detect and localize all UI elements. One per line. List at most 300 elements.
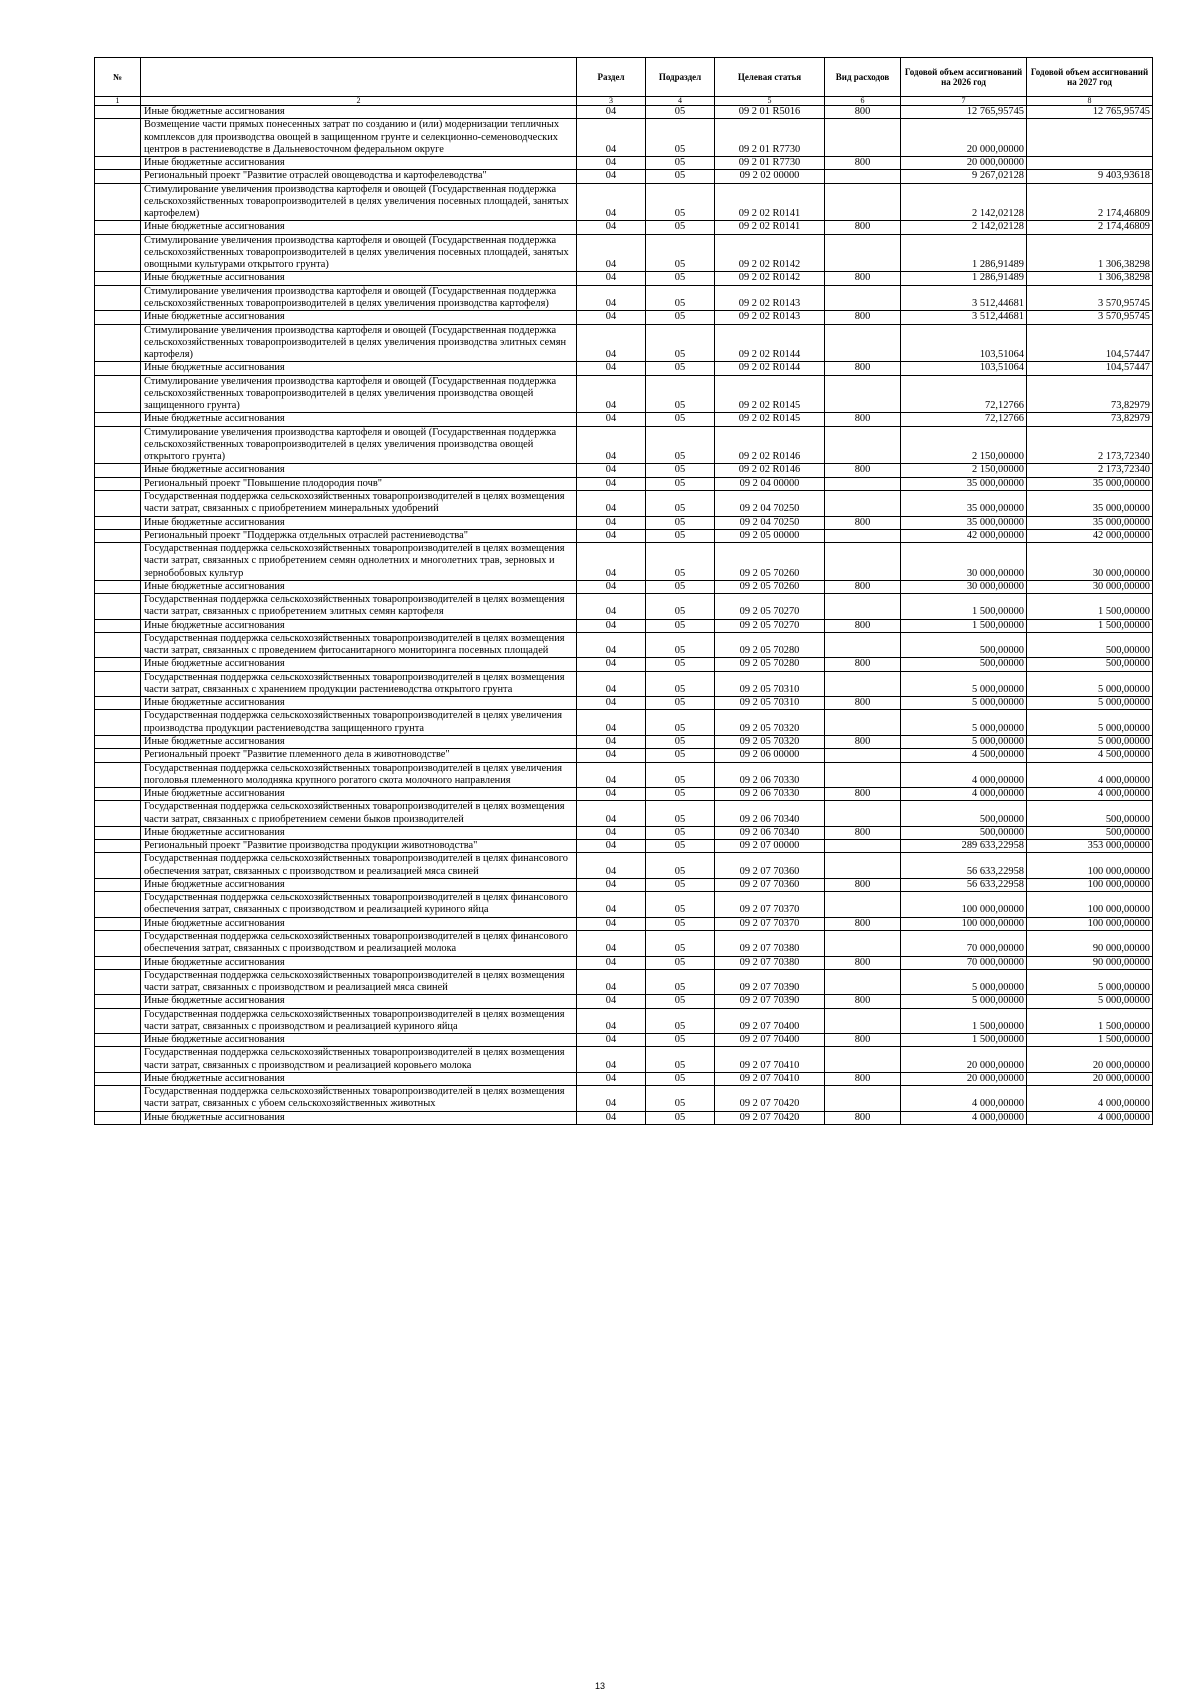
cell-number [95, 106, 141, 119]
cell-razdel: 04 [577, 892, 646, 918]
cell-podrazdel: 05 [646, 324, 715, 362]
cell-target-article: 09 2 05 70260 [715, 543, 825, 581]
cell-number [95, 788, 141, 801]
cell-number [95, 272, 141, 285]
cell-amount-2027: 35 000,00000 [1027, 490, 1153, 516]
cell-target-article: 09 2 07 70360 [715, 853, 825, 879]
cell-podrazdel: 05 [646, 580, 715, 593]
cell-expense-type: 800 [825, 736, 901, 749]
table-row [95, 892, 1153, 918]
cell-name: Государственная поддержка сельскохозяйственных товаропроизводителей в целях возмещения части затрат, связанных с приобретением семян однолетних и многолетних трав, зерновых и зернобобовых культур [141, 543, 577, 581]
cell-podrazdel: 05 [646, 969, 715, 995]
table-row [95, 272, 1153, 285]
cell-amount-2026: 72,12766 [901, 375, 1027, 413]
cell-amount-2026: 56 633,22958 [901, 853, 1027, 879]
cell-name: Государственная поддержка сельскохозяйственных товаропроизводителей в целях увеличения поголовья племенного молодняка крупного рогатого скота молочного направления [141, 762, 577, 788]
cell-expense-type [825, 1008, 901, 1034]
cell-number [95, 619, 141, 632]
header-razdel: Раздел [577, 58, 646, 97]
cell-razdel: 04 [577, 1008, 646, 1034]
table-row [95, 697, 1153, 710]
cell-podrazdel: 05 [646, 311, 715, 324]
cell-expense-type [825, 801, 901, 827]
cell-number [95, 311, 141, 324]
table-row [95, 931, 1153, 957]
cell-name: Иные бюджетные ассигнования [141, 106, 577, 119]
cell-podrazdel: 05 [646, 710, 715, 736]
cell-podrazdel: 05 [646, 1072, 715, 1085]
table-body [95, 106, 1153, 1125]
cell-razdel: 04 [577, 413, 646, 426]
cell-expense-type [825, 892, 901, 918]
cell-expense-type: 800 [825, 221, 901, 234]
cell-target-article: 09 2 05 70320 [715, 736, 825, 749]
cell-razdel: 04 [577, 801, 646, 827]
cell-podrazdel: 05 [646, 801, 715, 827]
cell-amount-2027: 2 173,72340 [1027, 464, 1153, 477]
cell-podrazdel: 05 [646, 234, 715, 272]
cell-amount-2026: 500,00000 [901, 801, 1027, 827]
cell-number [95, 234, 141, 272]
cell-number [95, 1072, 141, 1085]
cell-target-article: 09 2 07 70420 [715, 1086, 825, 1112]
cell-podrazdel: 05 [646, 892, 715, 918]
cell-number [95, 917, 141, 930]
cell-number [95, 931, 141, 957]
cell-amount-2026: 5 000,00000 [901, 995, 1027, 1008]
cell-amount-2027: 1 500,00000 [1027, 594, 1153, 620]
page-number: 13 [594, 1681, 605, 1691]
cell-amount-2027: 9 403,93618 [1027, 170, 1153, 183]
cell-expense-type: 800 [825, 956, 901, 969]
cell-amount-2027: 5 000,00000 [1027, 969, 1153, 995]
table-row [95, 878, 1153, 891]
cell-razdel: 04 [577, 1034, 646, 1047]
table-row [95, 1008, 1153, 1034]
cell-number [95, 892, 141, 918]
cell-razdel: 04 [577, 311, 646, 324]
cell-target-article: 09 2 07 00000 [715, 840, 825, 853]
header-number: № [95, 58, 141, 97]
cell-amount-2027: 20 000,00000 [1027, 1047, 1153, 1073]
cell-expense-type: 800 [825, 619, 901, 632]
cell-razdel: 04 [577, 1086, 646, 1112]
cell-number [95, 324, 141, 362]
cell-podrazdel: 05 [646, 749, 715, 762]
cell-target-article: 09 2 01 R7730 [715, 119, 825, 157]
column-number-6: 6 [825, 97, 901, 106]
cell-number [95, 956, 141, 969]
cell-podrazdel: 05 [646, 878, 715, 891]
cell-amount-2027: 1 500,00000 [1027, 619, 1153, 632]
cell-podrazdel: 05 [646, 632, 715, 658]
cell-amount-2026: 20 000,00000 [901, 157, 1027, 170]
table-row [95, 853, 1153, 879]
cell-expense-type [825, 543, 901, 581]
cell-amount-2026: 500,00000 [901, 826, 1027, 839]
cell-amount-2027: 100 000,00000 [1027, 917, 1153, 930]
cell-expense-type [825, 490, 901, 516]
cell-amount-2027: 5 000,00000 [1027, 671, 1153, 697]
table-row [95, 1034, 1153, 1047]
cell-razdel: 04 [577, 671, 646, 697]
cell-amount-2026: 5 000,00000 [901, 736, 1027, 749]
cell-expense-type: 800 [825, 464, 901, 477]
cell-amount-2026: 30 000,00000 [901, 580, 1027, 593]
cell-name: Иные бюджетные ассигнования [141, 736, 577, 749]
cell-name: Государственная поддержка сельскохозяйственных товаропроизводителей в целях возмещения части затрат, связанных с приобретением семени быков производителей [141, 801, 577, 827]
cell-razdel: 04 [577, 543, 646, 581]
cell-name: Государственная поддержка сельскохозяйственных товаропроизводителей в целях возмещения части затрат, связанных с производством и реализацией куриного яйца [141, 1008, 577, 1034]
cell-amount-2027: 500,00000 [1027, 801, 1153, 827]
cell-expense-type [825, 762, 901, 788]
column-number-8: 8 [1027, 97, 1153, 106]
cell-razdel: 04 [577, 119, 646, 157]
cell-expense-type: 800 [825, 1072, 901, 1085]
column-number-1: 1 [95, 97, 141, 106]
table-row [95, 762, 1153, 788]
cell-target-article: 09 2 07 70380 [715, 931, 825, 957]
cell-number [95, 490, 141, 516]
table-row [95, 917, 1153, 930]
cell-amount-2026: 103,51064 [901, 324, 1027, 362]
cell-amount-2026: 1 500,00000 [901, 1034, 1027, 1047]
cell-number [95, 529, 141, 542]
table-row [95, 119, 1153, 157]
cell-expense-type [825, 170, 901, 183]
cell-expense-type [825, 426, 901, 464]
table-row [95, 969, 1153, 995]
table-row [95, 529, 1153, 542]
cell-razdel: 04 [577, 170, 646, 183]
cell-amount-2026: 35 000,00000 [901, 516, 1027, 529]
cell-razdel: 04 [577, 840, 646, 853]
cell-target-article: 09 2 05 70280 [715, 658, 825, 671]
cell-expense-type [825, 840, 901, 853]
table-row [95, 516, 1153, 529]
cell-name: Стимулирование увеличения производства картофеля и овощей (Государственная поддержка сельскохозяйственных товаропроизводителей в целях увеличения производства элитных семян картофеля) [141, 324, 577, 362]
cell-amount-2026: 3 512,44681 [901, 311, 1027, 324]
cell-amount-2026: 2 150,00000 [901, 426, 1027, 464]
cell-name: Иные бюджетные ассигнования [141, 272, 577, 285]
cell-name: Государственная поддержка сельскохозяйственных товаропроизводителей в целях возмещения части затрат, связанных с проведением фитосанитарного мониторинга посевных площадей [141, 632, 577, 658]
cell-name: Иные бюджетные ассигнования [141, 413, 577, 426]
cell-expense-type: 800 [825, 658, 901, 671]
table-row [95, 426, 1153, 464]
cell-number [95, 762, 141, 788]
cell-target-article: 09 2 05 70280 [715, 632, 825, 658]
cell-podrazdel: 05 [646, 917, 715, 930]
cell-podrazdel: 05 [646, 375, 715, 413]
cell-razdel: 04 [577, 362, 646, 375]
cell-number [95, 1111, 141, 1124]
cell-expense-type: 800 [825, 878, 901, 891]
cell-target-article: 09 2 01 R7730 [715, 157, 825, 170]
cell-number [95, 801, 141, 827]
cell-amount-2027: 500,00000 [1027, 826, 1153, 839]
table-row [95, 801, 1153, 827]
cell-target-article: 09 2 04 70250 [715, 490, 825, 516]
cell-podrazdel: 05 [646, 1008, 715, 1034]
cell-name: Государственная поддержка сельскохозяйственных товаропроизводителей в целях возмещения части затрат, связанных с производством и реализацией коровьего молока [141, 1047, 577, 1073]
cell-razdel: 04 [577, 516, 646, 529]
cell-number [95, 285, 141, 311]
cell-name: Иные бюджетные ассигнования [141, 878, 577, 891]
cell-podrazdel: 05 [646, 697, 715, 710]
cell-number [95, 749, 141, 762]
cell-amount-2027: 30 000,00000 [1027, 580, 1153, 593]
cell-name: Иные бюджетные ассигнования [141, 362, 577, 375]
cell-name: Региональный проект "Поддержка отдельных отраслей растениеводства" [141, 529, 577, 542]
cell-razdel: 04 [577, 931, 646, 957]
cell-podrazdel: 05 [646, 736, 715, 749]
cell-number [95, 995, 141, 1008]
cell-amount-2027: 2 173,72340 [1027, 426, 1153, 464]
table-row [95, 1072, 1153, 1085]
cell-amount-2026: 100 000,00000 [901, 917, 1027, 930]
cell-razdel: 04 [577, 580, 646, 593]
cell-name: Иные бюджетные ассигнования [141, 995, 577, 1008]
column-number-3: 3 [577, 97, 646, 106]
cell-name: Региональный проект "Повышение плодородия почв" [141, 477, 577, 490]
cell-number [95, 1008, 141, 1034]
cell-number [95, 170, 141, 183]
cell-name: Иные бюджетные ассигнования [141, 826, 577, 839]
cell-target-article: 09 2 07 70410 [715, 1072, 825, 1085]
table-row [95, 477, 1153, 490]
cell-razdel: 04 [577, 285, 646, 311]
table-row [95, 106, 1153, 119]
cell-amount-2027: 73,82979 [1027, 375, 1153, 413]
cell-target-article: 09 2 02 R0145 [715, 413, 825, 426]
cell-amount-2026: 2 142,02128 [901, 221, 1027, 234]
cell-razdel: 04 [577, 1072, 646, 1085]
header-amount-2027: Годовой объем ассигнований на 2027 год [1027, 58, 1153, 97]
table-row [95, 362, 1153, 375]
cell-name: Иные бюджетные ассигнования [141, 580, 577, 593]
cell-amount-2026: 35 000,00000 [901, 477, 1027, 490]
table-row [95, 170, 1153, 183]
cell-target-article: 09 2 02 R0142 [715, 234, 825, 272]
cell-razdel: 04 [577, 969, 646, 995]
cell-amount-2027: 3 570,95745 [1027, 311, 1153, 324]
cell-podrazdel: 05 [646, 529, 715, 542]
cell-amount-2026: 5 000,00000 [901, 697, 1027, 710]
cell-target-article: 09 2 07 70370 [715, 892, 825, 918]
cell-razdel: 04 [577, 788, 646, 801]
cell-name: Региональный проект "Развитие производства продукции животноводства" [141, 840, 577, 853]
cell-target-article: 09 2 07 70370 [715, 917, 825, 930]
cell-number [95, 157, 141, 170]
cell-podrazdel: 05 [646, 671, 715, 697]
cell-amount-2026: 103,51064 [901, 362, 1027, 375]
cell-amount-2026: 1 500,00000 [901, 619, 1027, 632]
cell-podrazdel: 05 [646, 221, 715, 234]
header-target-article: Целевая статья [715, 58, 825, 97]
table-row [95, 1047, 1153, 1073]
cell-number [95, 826, 141, 839]
cell-target-article: 09 2 05 00000 [715, 529, 825, 542]
table-row [95, 632, 1153, 658]
cell-target-article: 09 2 07 70410 [715, 1047, 825, 1073]
cell-number [95, 969, 141, 995]
cell-target-article: 09 2 06 70330 [715, 788, 825, 801]
cell-amount-2027: 1 500,00000 [1027, 1034, 1153, 1047]
cell-number [95, 413, 141, 426]
cell-expense-type: 800 [825, 157, 901, 170]
cell-expense-type: 800 [825, 516, 901, 529]
cell-amount-2027: 5 000,00000 [1027, 697, 1153, 710]
cell-name: Иные бюджетные ассигнования [141, 619, 577, 632]
header-amount-2026: Годовой объем ассигнований на 2026 год [901, 58, 1027, 97]
cell-expense-type [825, 234, 901, 272]
cell-amount-2026: 1 286,91489 [901, 272, 1027, 285]
cell-expense-type: 800 [825, 311, 901, 324]
cell-podrazdel: 05 [646, 362, 715, 375]
cell-target-article: 09 2 04 70250 [715, 516, 825, 529]
cell-name: Государственная поддержка сельскохозяйственных товаропроизводителей в целях увеличения производства продукции растениеводства защищенного грунта [141, 710, 577, 736]
cell-target-article: 09 2 06 70330 [715, 762, 825, 788]
cell-expense-type: 800 [825, 413, 901, 426]
cell-amount-2027: 73,82979 [1027, 413, 1153, 426]
cell-podrazdel: 05 [646, 516, 715, 529]
cell-expense-type [825, 375, 901, 413]
cell-name: Государственная поддержка сельскохозяйственных товаропроизводителей в целях возмещения части затрат, связанных с приобретением элитных семян картофеля [141, 594, 577, 620]
cell-razdel: 04 [577, 878, 646, 891]
cell-amount-2027: 353 000,00000 [1027, 840, 1153, 853]
cell-name: Иные бюджетные ассигнования [141, 464, 577, 477]
cell-podrazdel: 05 [646, 840, 715, 853]
cell-amount-2026: 5 000,00000 [901, 710, 1027, 736]
cell-razdel: 04 [577, 234, 646, 272]
cell-number [95, 516, 141, 529]
cell-amount-2027: 4 500,00000 [1027, 749, 1153, 762]
cell-name: Иные бюджетные ассигнования [141, 516, 577, 529]
table-row [95, 826, 1153, 839]
cell-amount-2027: 20 000,00000 [1027, 1072, 1153, 1085]
cell-number [95, 362, 141, 375]
cell-podrazdel: 05 [646, 1111, 715, 1124]
table-row [95, 543, 1153, 581]
cell-razdel: 04 [577, 632, 646, 658]
cell-number [95, 671, 141, 697]
cell-number [95, 477, 141, 490]
cell-number [95, 221, 141, 234]
cell-name: Государственная поддержка сельскохозяйственных товаропроизводителей в целях возмещения части затрат, связанных с приобретением минеральных удобрений [141, 490, 577, 516]
cell-razdel: 04 [577, 529, 646, 542]
cell-expense-type [825, 632, 901, 658]
cell-name: Стимулирование увеличения производства картофеля и овощей (Государственная поддержка сельскохозяйственных товаропроизводителей в целях увеличения посевных площадей, занятых картофелем) [141, 183, 577, 221]
cell-target-article: 09 2 02 R0146 [715, 426, 825, 464]
cell-target-article: 09 2 05 70270 [715, 619, 825, 632]
cell-amount-2027: 30 000,00000 [1027, 543, 1153, 581]
cell-amount-2027: 1 500,00000 [1027, 1008, 1153, 1034]
table-row [95, 324, 1153, 362]
cell-target-article: 09 2 05 70260 [715, 580, 825, 593]
cell-expense-type: 800 [825, 272, 901, 285]
cell-target-article: 09 2 05 70310 [715, 671, 825, 697]
cell-podrazdel: 05 [646, 853, 715, 879]
cell-number [95, 1034, 141, 1047]
cell-number [95, 736, 141, 749]
cell-number [95, 1047, 141, 1073]
table-row [95, 375, 1153, 413]
cell-podrazdel: 05 [646, 477, 715, 490]
cell-expense-type: 800 [825, 697, 901, 710]
cell-razdel: 04 [577, 324, 646, 362]
cell-amount-2026: 2 142,02128 [901, 183, 1027, 221]
cell-razdel: 04 [577, 736, 646, 749]
cell-amount-2027 [1027, 157, 1153, 170]
cell-expense-type [825, 529, 901, 542]
cell-podrazdel: 05 [646, 413, 715, 426]
cell-amount-2027: 2 174,46809 [1027, 221, 1153, 234]
cell-target-article: 09 2 06 70340 [715, 801, 825, 827]
cell-razdel: 04 [577, 157, 646, 170]
cell-number [95, 853, 141, 879]
table-row [95, 157, 1153, 170]
cell-expense-type: 800 [825, 917, 901, 930]
cell-podrazdel: 05 [646, 170, 715, 183]
cell-amount-2027: 4 000,00000 [1027, 788, 1153, 801]
column-number-5: 5 [715, 97, 825, 106]
cell-target-article: 09 2 02 00000 [715, 170, 825, 183]
cell-amount-2026: 100 000,00000 [901, 892, 1027, 918]
cell-expense-type: 800 [825, 106, 901, 119]
cell-razdel: 04 [577, 762, 646, 788]
cell-amount-2026: 20 000,00000 [901, 119, 1027, 157]
cell-podrazdel: 05 [646, 119, 715, 157]
cell-expense-type [825, 749, 901, 762]
cell-amount-2027: 2 174,46809 [1027, 183, 1153, 221]
table-row [95, 234, 1153, 272]
cell-number [95, 375, 141, 413]
cell-podrazdel: 05 [646, 956, 715, 969]
cell-expense-type [825, 710, 901, 736]
table-row [95, 736, 1153, 749]
cell-name: Иные бюджетные ассигнования [141, 311, 577, 324]
cell-target-article: 09 2 02 R0141 [715, 221, 825, 234]
cell-expense-type [825, 183, 901, 221]
cell-razdel: 04 [577, 710, 646, 736]
cell-name: Иные бюджетные ассигнования [141, 917, 577, 930]
cell-expense-type [825, 671, 901, 697]
cell-amount-2027: 104,57447 [1027, 324, 1153, 362]
cell-name: Иные бюджетные ассигнования [141, 956, 577, 969]
table-row [95, 183, 1153, 221]
cell-amount-2026: 56 633,22958 [901, 878, 1027, 891]
table-row [95, 311, 1153, 324]
table-row [95, 995, 1153, 1008]
cell-number [95, 658, 141, 671]
cell-target-article: 09 2 02 R0143 [715, 285, 825, 311]
cell-expense-type [825, 931, 901, 957]
cell-amount-2027 [1027, 119, 1153, 157]
cell-podrazdel: 05 [646, 106, 715, 119]
cell-amount-2027: 100 000,00000 [1027, 853, 1153, 879]
cell-razdel: 04 [577, 1047, 646, 1073]
cell-target-article: 09 2 01 R5016 [715, 106, 825, 119]
cell-podrazdel: 05 [646, 619, 715, 632]
table-row [95, 464, 1153, 477]
cell-target-article: 09 2 05 70320 [715, 710, 825, 736]
cell-name: Государственная поддержка сельскохозяйственных товаропроизводителей в целях финансового обеспечения затрат, связанных с производством и реализацией мяса свиней [141, 853, 577, 879]
table-row [95, 594, 1153, 620]
cell-number [95, 580, 141, 593]
cell-target-article: 09 2 07 70360 [715, 878, 825, 891]
cell-target-article: 09 2 06 70340 [715, 826, 825, 839]
cell-name: Стимулирование увеличения производства картофеля и овощей (Государственная поддержка сельскохозяйственных товаропроизводителей в целях увеличения посевных площадей, занятых овощными культурами открытого грунта) [141, 234, 577, 272]
